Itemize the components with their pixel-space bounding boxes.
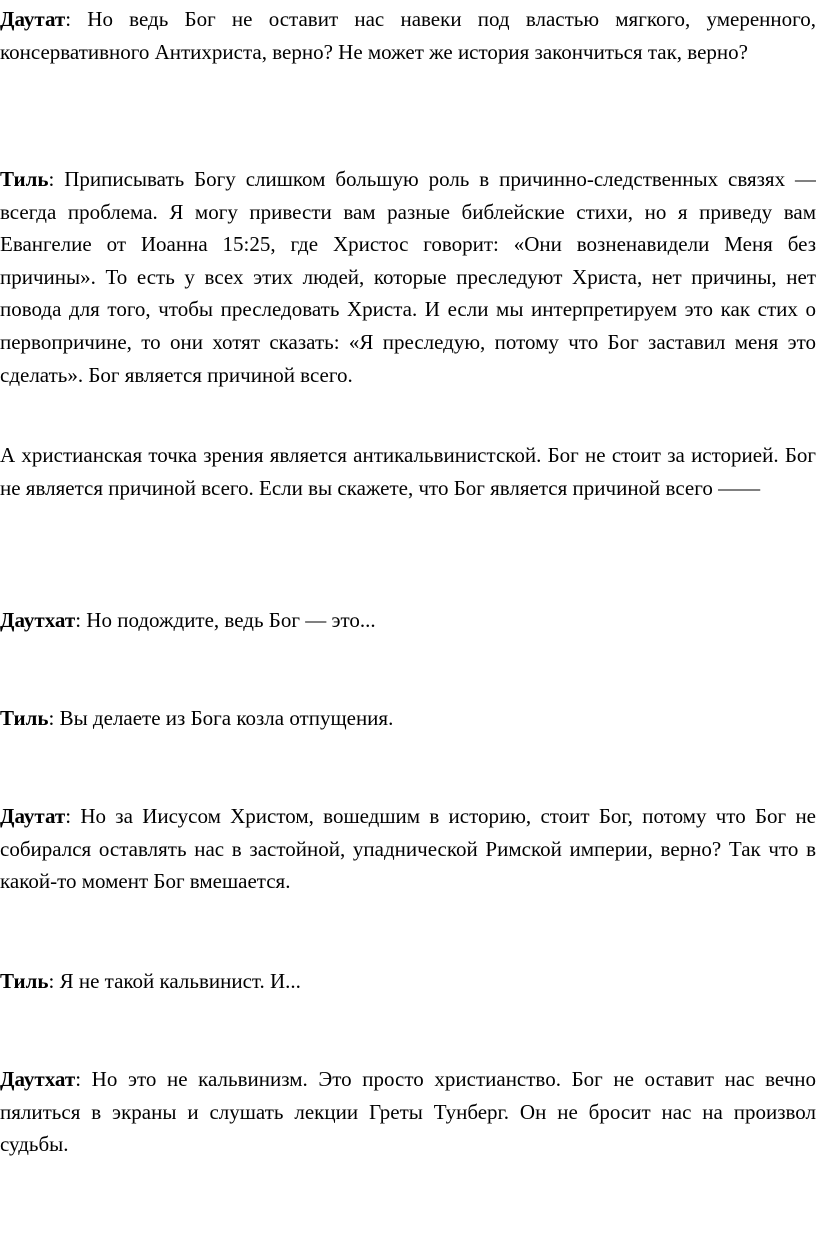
paragraph-text: : Вы делаете из Бога козла отпущения. <box>48 706 394 730</box>
paragraph-text: : Но ведь Бог не оставит нас навеки под властью мягкого, умеренного, консервативного Антихриста, верно? Не может же история закончиться так, верно? <box>0 7 816 64</box>
paragraph-text: : Но это не кальвинизм. Это просто христианство. Бог не оставит нас вечно пялиться в экраны и слушать лекции Греты Тунберг. Он не бросит нас на произвол судьбы. <box>0 1067 816 1157</box>
paragraph-text: : Приписывать Богу слишком большую роль в причинно-следственных связях — всегда проблема. Я могу привести вам разные библейские стихи, но я приведу вам Евангелие от Иоанна 15:25, где Христос говорит: «Они возненавидели Меня без причины». То есть у всех этих людей, которые преследуют Христа, нет причины, нет повода для того, чтобы преследовать Христа. И если мы интерпретируем это как стих о первопричине, то они хотят сказать: «Я преследую, потому что Бог заставил меня это сделать». Бог является причиной всего. <box>0 167 816 387</box>
speaker-name: Даутат <box>0 7 66 31</box>
paragraph-1 <box>0 3 816 68</box>
speaker-name: Даутхат <box>0 608 76 632</box>
speaker-name: Даутат <box>0 804 66 828</box>
paragraph-text: : Но подождите, ведь Бог — это... <box>75 608 376 632</box>
speaker-name: Тиль <box>0 969 49 993</box>
paragraph-2 <box>0 163 816 391</box>
paragraph-5 <box>0 702 816 735</box>
paragraph-4 <box>0 604 816 637</box>
paragraph-7 <box>0 965 816 998</box>
speaker-name: Тиль <box>0 167 49 191</box>
speaker-name: Даутхат <box>0 1067 76 1091</box>
paragraph-3 <box>0 439 816 504</box>
paragraph-text: А христианская точка зрения является антикальвинистской. Бог не стоит за историей. Бог не является причиной всего. Если вы скажете, что Бог является причиной всего —— <box>0 443 816 500</box>
paragraph-6 <box>0 800 816 898</box>
speaker-name: Тиль <box>0 706 49 730</box>
paragraph-8 <box>0 1063 816 1161</box>
paragraph-text: : Но за Иисусом Христом, вошедшим в историю, стоит Бог, потому что Бог не собирался оставлять нас в застойной, упаднической Римской империи, верно? Так что в какой-то момент Бог вмешается. <box>0 804 816 894</box>
paragraph-text: : Я не такой кальвинист. И... <box>48 969 301 993</box>
